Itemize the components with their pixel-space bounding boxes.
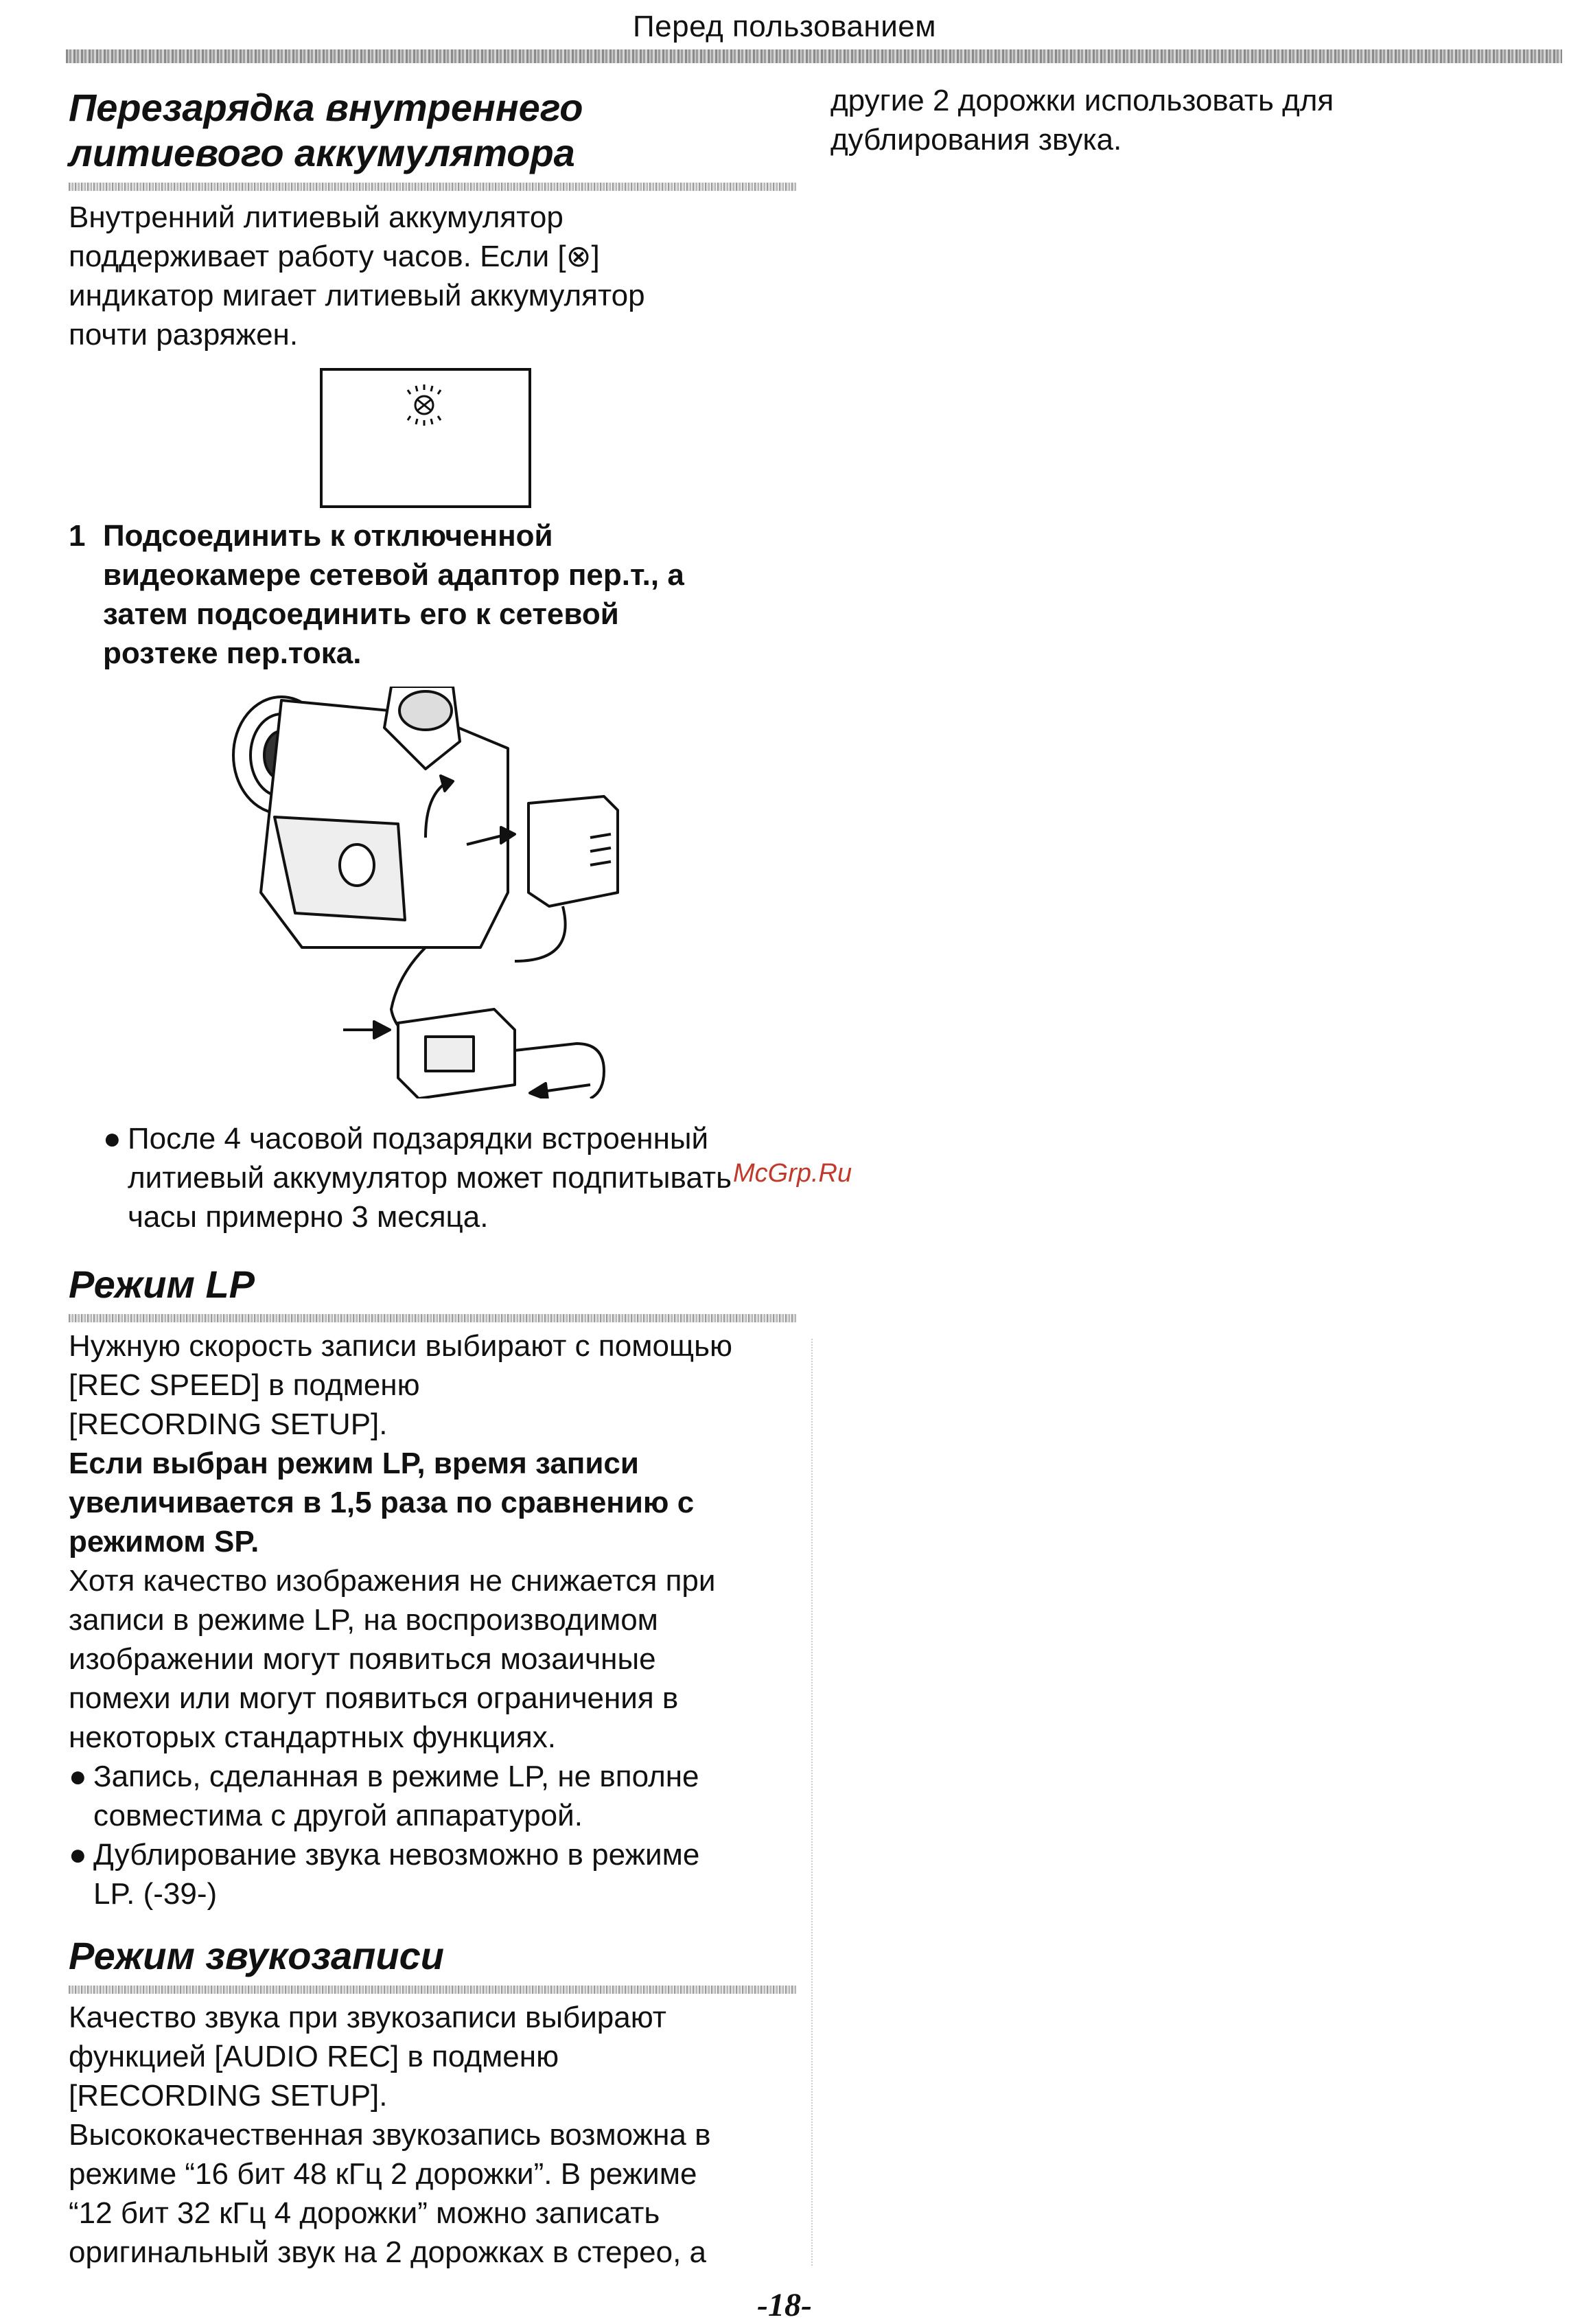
section3-body-line: режиме “16 бит 48 кГц 2 дорожки”. В режиме [69,2157,697,2191]
section-lithium-battery [69,85,796,354]
step-text-line: Подсоединить к отключенной [103,519,553,553]
bullet-dot: ● [103,1122,121,1155]
column-divider [811,1339,813,2266]
bullet-line: LP. (-39-) [93,1877,218,1911]
camcorder-ac-adaptor-illustration [220,687,631,1098]
section1-intro-line: Внутренний литиевый аккумулятор [69,200,563,234]
section2-body-line: изображении могут появиться мозаичные [69,1642,656,1676]
section2-bullet-1 [69,1757,796,1835]
section-lp-mode [69,1262,796,1913]
bullet-line: Запись, сделанная в режиме LP, не вполне [93,1760,699,1793]
watermark: McGrp.Ru [733,1159,852,1188]
section2-body-line: помехи или могут появиться ограничения в [69,1681,679,1715]
right-column-text [830,81,1531,159]
bullet-dot: ● [69,1760,87,1793]
page-header-title: Перед пользованием [633,10,936,43]
right-line-1: другие 2 дорожки использовать для [830,84,1334,117]
section3-body-line: функцией [AUDIO REC] в подменю [69,2040,559,2073]
section2-intro-line: [RECORDING SETUP]. [69,1407,388,1441]
lithium-battery-icon [323,371,528,505]
section2-bold-line: режимом SP. [69,1525,259,1558]
section2-intro-line: [REC SPEED] в подменю [69,1368,420,1402]
step-1 [69,516,796,673]
header-rule [66,49,1562,63]
section1-rule [69,183,796,191]
section3-rule [69,1986,796,1994]
bullet-dot: ● [69,1838,87,1872]
section2-rule [69,1314,796,1322]
section2-body-line: некоторых стандартных функциях. [69,1721,556,1754]
section2-bullet-2 [69,1835,796,1913]
section2-bold-line: Если выбран режим LP, время записи [69,1447,639,1480]
section1-heading-line1: Перезарядка внутреннего [69,86,583,129]
lcd-display-frame [320,368,531,508]
section3-body-line: Качество звука при звукозаписи выбирают [69,2001,666,2034]
section2-bold-line: увеличивается в 1,5 раза по сравнению с [69,1486,695,1519]
section1-heading-line2: литиевого аккумулятора [69,131,575,174]
section1-note [103,1119,796,1236]
section3-body-line: “12 бит 32 кГц 4 дорожки” можно записать [69,2196,660,2230]
note-line: После 4 часовой подзарядки встроенный [128,1122,709,1155]
section1-intro-line: поддерживает работу часов. Если [⊗] [69,240,600,273]
section3-body-line: [RECORDING SETUP]. [69,2079,388,2113]
section2-body-line: записи в режиме LP, на воспроизводимом [69,1603,658,1637]
step-text-line: затем подсоединить его к сетевой [103,597,619,631]
step-text-line: видеокамере сетевой адаптор пер.т., а [103,558,684,592]
step-number: 1 [69,519,86,553]
section3-body-line: Высококачественная звукозапись возможна в [69,2118,711,2152]
section1-intro-line: индикатор мигает литиевый аккумулятор [69,279,645,312]
section2-intro-line: Нужную скорость записи выбирают с помощью [69,1329,733,1363]
camcorder-illustration-svg [220,687,631,1098]
right-line-2: дублирования звука. [830,123,1122,157]
section3-body-line: оригинальный звук на 2 дорожках в стерео, а [69,2235,706,2269]
section1-intro-line: почти разряжен. [69,318,299,352]
note-line: часы примерно 3 месяца. [128,1200,489,1234]
section3-heading: Режим звукозаписи [69,1934,444,1977]
page-number: -18- [757,2287,812,2323]
section2-heading: Режим LP [69,1263,255,1306]
note-line: литиевый аккумулятор может подпитывать [128,1161,732,1195]
section2-body-line: Хотя качество изображения не снижается при [69,1564,716,1598]
section1-intro [69,198,796,354]
step-text-line: розтеке пер.тока. [103,636,362,670]
bullet-line: Дублирование звука невозможно в режиме [93,1838,700,1872]
section-audio-mode [69,1933,796,2272]
bullet-line: совместима с другой аппаратурой. [93,1799,583,1832]
